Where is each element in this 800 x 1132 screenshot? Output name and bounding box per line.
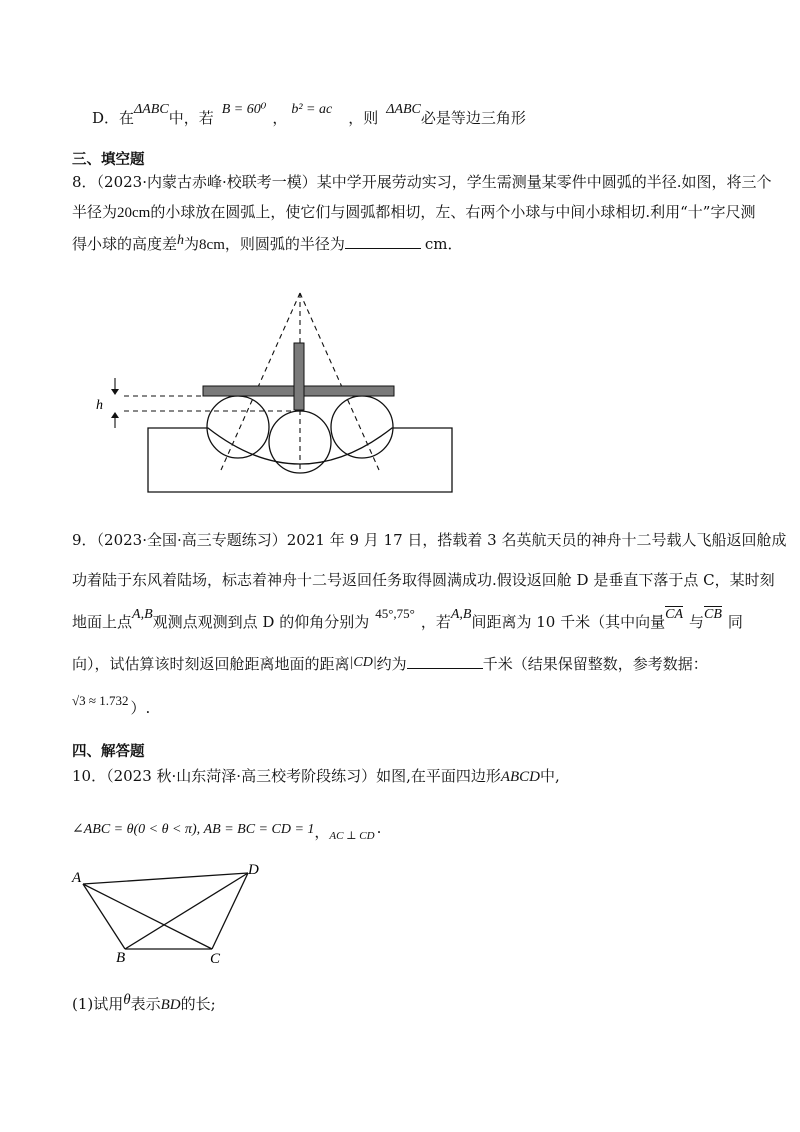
- points-ab: A,B: [132, 607, 153, 622]
- quad-abcd: ABCD: [500, 769, 541, 785]
- h-variable: h: [177, 233, 185, 248]
- label-c: C: [210, 951, 221, 967]
- q9-line1: 9．（2023·全国·高三专题练习）2021 年 9 月 17 日，搭载着 3 名英航天员的神舟十二号载人飞船返回舱成: [72, 531, 787, 549]
- q8-line3: 得小球的高度差h为8cm，则圆弧的半径为 cm．: [72, 233, 463, 253]
- arrow-up-icon: [111, 412, 119, 418]
- q9-line5: √3 ≈ 1.732 ）.: [72, 693, 151, 717]
- arrow-down-icon: [111, 389, 119, 395]
- condition-b-squared: b² = ac: [291, 102, 333, 117]
- vector-ca: CA: [665, 607, 683, 622]
- radius-value: 20cm: [117, 205, 151, 221]
- condition-b: B = 60⁰: [221, 102, 267, 117]
- points-ab-2: A,B: [450, 607, 472, 622]
- distance-cd: |CD|: [349, 655, 377, 670]
- section-title-answer: 四、解答题: [72, 744, 145, 760]
- q10-line2: ∠ABC = θ(0 < θ < π), AB = BC = CD = 1，$_{AC \perp CD}$ .: [72, 819, 382, 842]
- q10-line1: 10．（2023 秋·山东菏泽·高三校考阶段练习）如图,在平面四边形ABCD中,: [72, 767, 560, 785]
- triangle-abc-2: ΔABC: [386, 102, 421, 117]
- q8-line2: 半径为20cm的小球放在圆弧上，使它们与圆弧都相切，左、右两个小球与中间小球相切.利用“十”字尺测: [72, 203, 756, 221]
- triangle-abc: ΔABC: [134, 102, 169, 117]
- q10-sub1: (1)试用θ表示BD的长;: [72, 992, 216, 1013]
- segment-bd: BD: [160, 997, 181, 1013]
- angle-condition: ∠ABC = θ(0 < θ < π), AB = BC = CD = 1: [72, 822, 315, 837]
- q9-line3: 地面上点A,B观测点观测到点 D 的仰角分别为 45°,75° ，若A,B间距离为 10 千米（其中向量CA 与CB 同: [72, 606, 743, 631]
- ball-left: [207, 396, 269, 458]
- dash-right: [300, 293, 379, 470]
- elevation-angles: 45°,75°: [375, 606, 415, 621]
- q9-line2: 功着陆于东风着陆场，标志着神舟十二号返回任务取得圆满成功.假设返回舱 D 是垂直下落于点 C，某时刻: [72, 571, 775, 589]
- label-b: B: [116, 950, 126, 966]
- h-value: 8cm: [199, 237, 225, 253]
- seg-ab: [83, 884, 125, 949]
- perpendicular-condition: AC ⊥ CD: [329, 830, 375, 842]
- option-d: D．在ΔABC中，若 B = 60⁰ ， b² = ac ，则 ΔABC必是等边三角形: [92, 102, 526, 127]
- label-d: D: [248, 862, 259, 878]
- seg-ac: [83, 884, 212, 949]
- ruler-vertical: [294, 343, 304, 410]
- answer-blank-q9[interactable]: [407, 654, 483, 669]
- q9-line4: 向），试估算该时刻返回舱距离地面的距离|CD|约为 千米（结果保留整数，参考数据：: [72, 655, 708, 673]
- h-label: h: [96, 398, 103, 413]
- dash-left: [221, 293, 300, 470]
- ball-right: [331, 396, 393, 458]
- label-a: A: [72, 870, 82, 886]
- seg-ad: [83, 873, 248, 884]
- q8-line1: 8．（2023·内蒙古赤峰·校联考一模）某中学开展劳动实习，学生需测量某零件中圆弧的半径.如图，将三个: [72, 173, 772, 191]
- section-title-fill-blank: 三、填空题: [72, 152, 145, 168]
- vector-cb: CB: [704, 607, 722, 622]
- sqrt3-reference: √3 ≈ 1.732: [72, 693, 129, 708]
- theta-symbol: θ: [123, 992, 131, 1008]
